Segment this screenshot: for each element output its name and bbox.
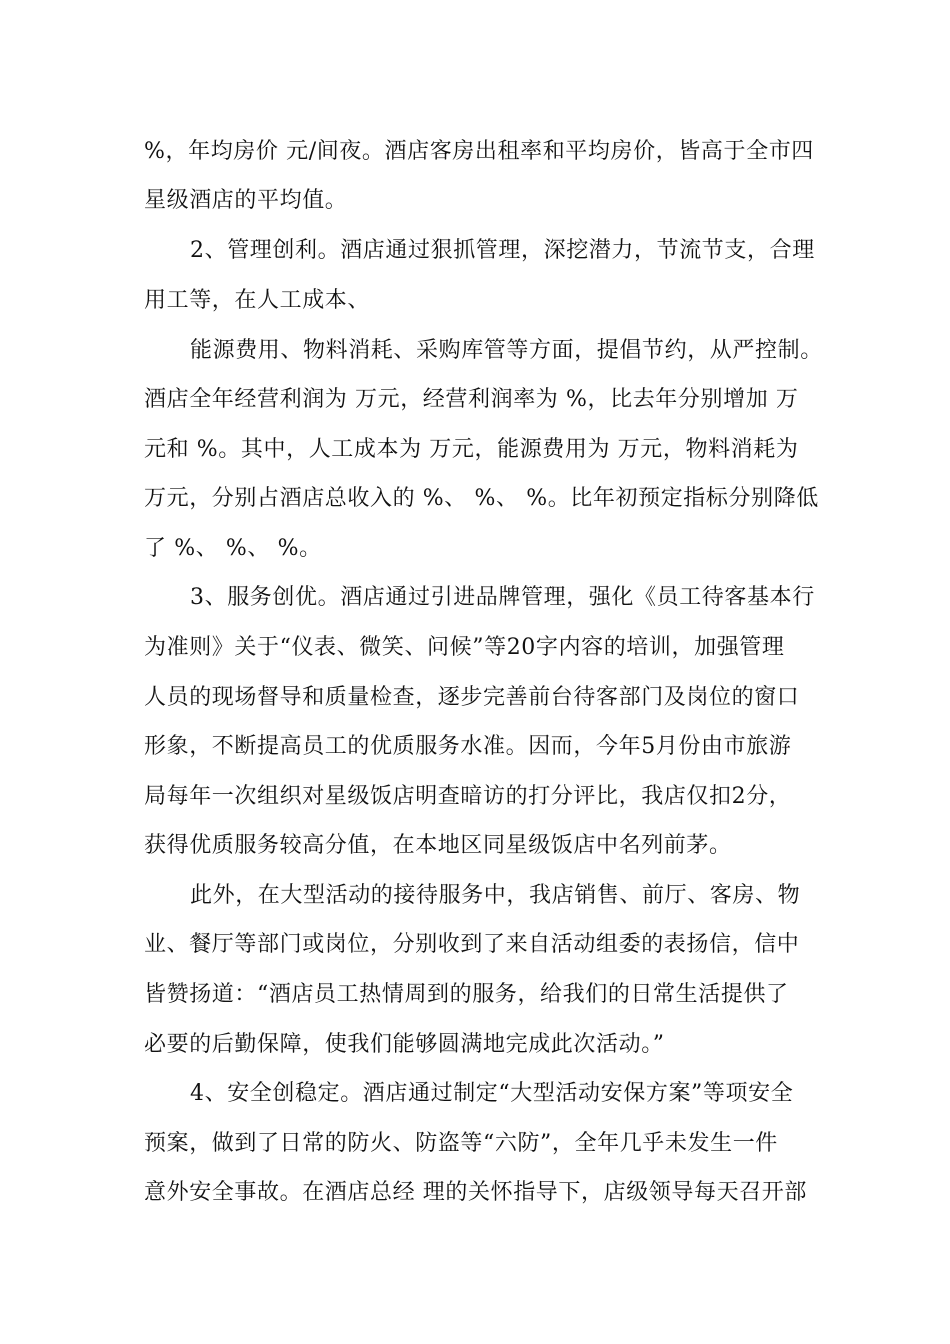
text-line: 星级酒店的平均值。 [144,188,348,213]
text-line: 形象，不断提高员工的优质服务水准。因而，今年5月份由市旅游 [144,734,792,759]
text-line: %，年均房价 元/间夜。酒店客房出租率和平均房价，皆高于全市四 [144,139,814,164]
text-line: 必要的后勤保障，使我们能够圆满地完成此次活动。” [144,1032,665,1057]
text-line: 获得优质服务较高分值，在本地区同星级饭店中名列前茅。 [144,833,732,858]
text-line: 业、餐厅等部门或岗位，分别收到了来自活动组委的表扬信，信中 [144,932,800,957]
text-line: 为准则》关于“仪表、微笑、问候”等20字内容的培训，加强管理 [144,635,785,660]
text-line: 预案，做到了日常的防火、防盗等“六防”，全年几乎未发生一件 [144,1131,778,1156]
paragraph-line: 能源费用、物料消耗、采购库管等方面，提倡节约，从严控制。 [190,338,823,363]
text-line: 万元，分别占酒店总收入的 %、 %、 %。比年初预定指标分别降低 [144,486,819,511]
paragraph-line: 2、管理创利。酒店通过狠抓管理，深挖潜力，节流节支，合理 [190,238,815,263]
text-line: 皆赞扬道：“酒店员工热情周到的服务，给我们的日常生活提供了 [144,982,789,1007]
text-line: 意外安全事故。在酒店总经 理的关怀指导下，店级领导每天召开部 [144,1180,807,1205]
paragraph-line: 4、安全创稳定。酒店通过制定“大型活动安保方案”等项安全 [190,1081,794,1106]
text-line: 用工等，在人工成本、 [144,288,371,313]
paragraph-line: 3、服务创优。酒店通过引进品牌管理，强化《员工待客基本行 [190,585,815,610]
paragraph-line: 此外，在大型活动的接待服务中，我店销售、前厅、客房、物 [190,883,801,908]
text-line: 局每年一次组织对星级饭店明查暗访的打分评比，我店仅扣2分， [144,784,792,809]
text-line: 了 %、 %、 %。 [144,536,322,561]
text-line: 元和 %。其中，人工成本为 万元，能源费用为 万元，物料消耗为 [144,437,799,462]
text-line: 人员的现场督导和质量检查，逐步完善前台待客部门及岗位的窗口 [144,685,800,710]
text-line: 酒店全年经营利润为 万元，经营利润率为 %，比去年分别增加 万 [144,387,799,412]
